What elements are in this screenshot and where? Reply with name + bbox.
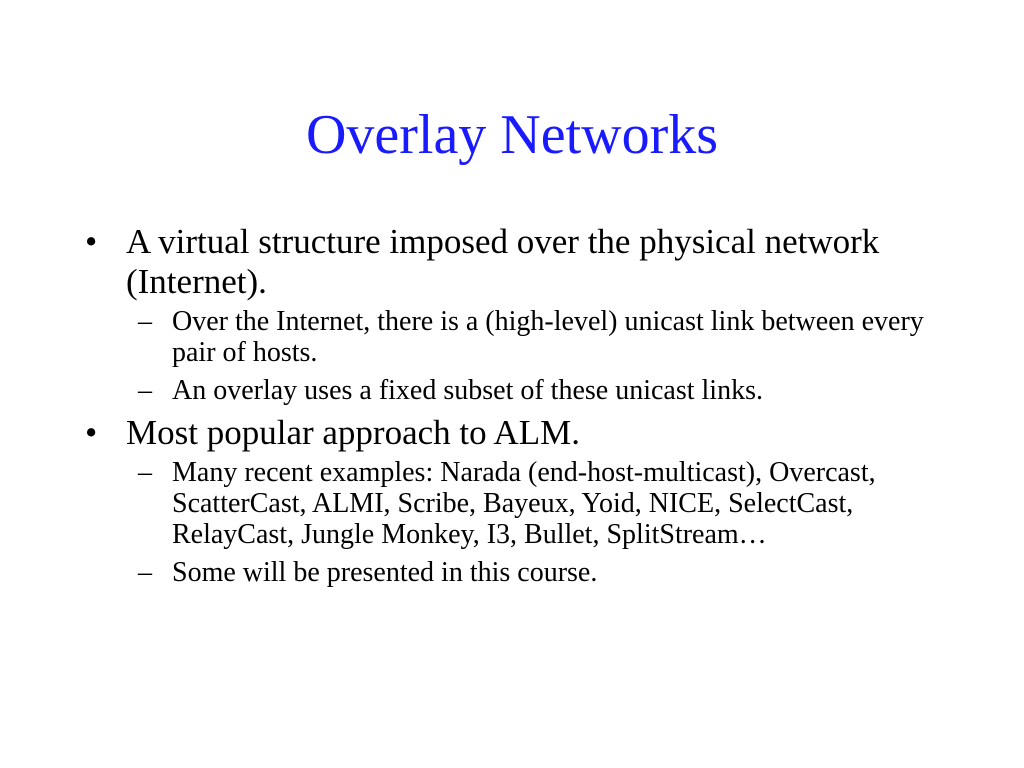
sub-bullet-text: Some will be presented in this course.: [172, 557, 598, 588]
dash-marker: –: [138, 557, 152, 588]
slide-title: Overlay Networks: [305, 104, 719, 166]
bullet-item: [80, 413, 940, 453]
sub-bullet-list: [80, 457, 940, 588]
bullet-marker: •: [85, 222, 98, 261]
sub-bullet-item: [80, 375, 940, 406]
bullet-text: A virtual structure imposed over the physical network (Internet).: [126, 222, 880, 301]
bullet-marker: •: [85, 413, 98, 452]
sub-bullet-list: [80, 306, 940, 406]
slide-body: [80, 222, 940, 595]
sub-bullet-item: [80, 557, 940, 588]
bullet-item: [80, 222, 940, 302]
sub-bullet-text: An overlay uses a fixed subset of these unicast links.: [172, 375, 763, 406]
dash-marker: –: [138, 375, 152, 406]
sub-bullet-item: [80, 306, 940, 368]
sub-bullet-text: Over the Internet, there is a (high-level) unicast link between every pair of hosts.: [172, 306, 924, 368]
dash-marker: –: [138, 306, 152, 337]
sub-bullet-item: [80, 457, 940, 550]
bullet-text: Most popular approach to ALM.: [126, 413, 580, 452]
sub-bullet-text: Many recent examples: Narada (end-host-multicast), Overcast, ScatterCast, ALMI, Scribe, Bayeux, Yoid, NICE, SelectCast, RelayCast, Jungle Monkey, I3, Bullet, SplitStream…: [172, 457, 876, 550]
dash-marker: –: [138, 457, 152, 488]
